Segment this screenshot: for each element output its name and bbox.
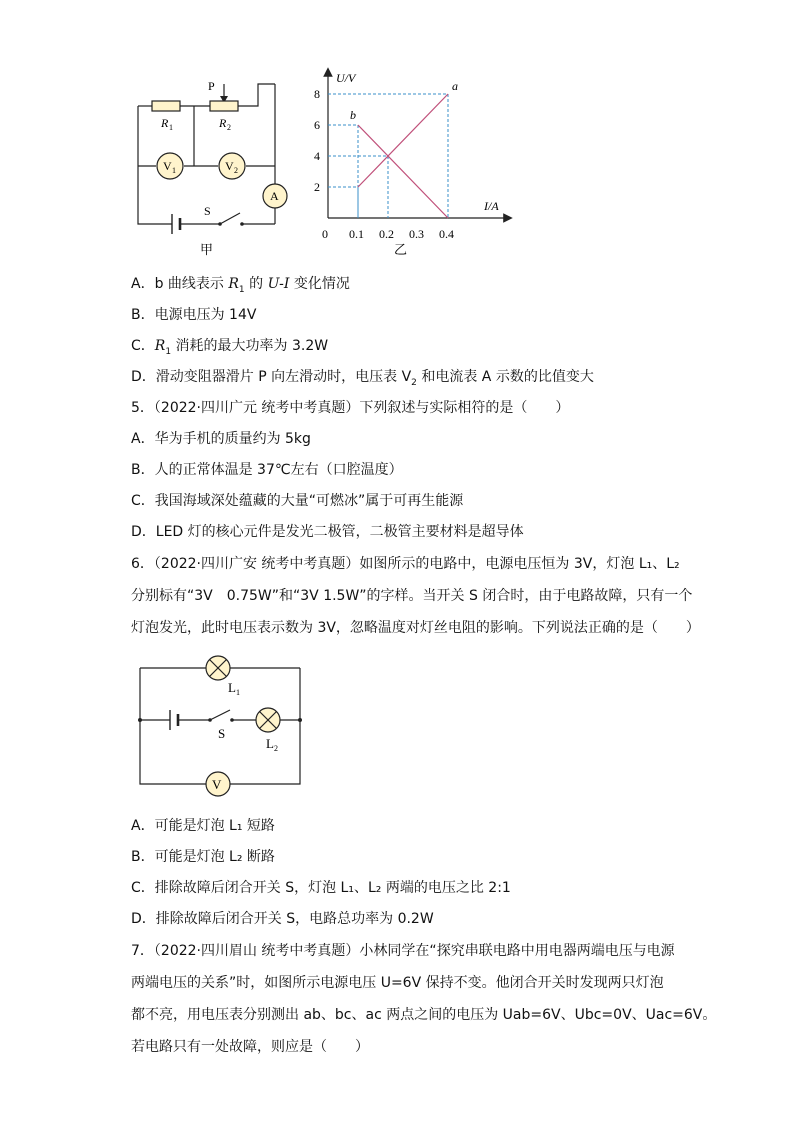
q7-stem-4: 若电路只有一处故障，则应是（ ）	[131, 1039, 369, 1055]
q7-stem-1: 7．（2022·四川眉山 统考中考真题）小林同学在“探究串联电路中用电器两端电压与电源	[131, 943, 675, 959]
label-v2-sub: 2	[234, 166, 238, 175]
q5-option-c: C．我国海域深处蕴藏的大量“可燃冰”属于可再生能源	[131, 493, 464, 509]
label-a: A	[270, 189, 279, 203]
series-label-b: b	[350, 108, 356, 122]
lamp-l1	[206, 656, 230, 680]
ui-graph-yi	[308, 62, 518, 262]
switch-pivot	[208, 718, 212, 722]
series-label-a: a	[452, 79, 458, 93]
resistor-r1	[152, 101, 180, 111]
label-v: V	[212, 777, 222, 792]
label-l2-sub: 2	[274, 744, 278, 753]
y-tick-label: 8	[314, 87, 320, 101]
circuit-diagram-jia	[128, 72, 298, 262]
q6-stem-2: 分别标有“3V 0.75W”和“3V 1.5W”的字样。当开关 S 闭合时，由于电路故障，只有一个	[131, 588, 693, 604]
label-l2: L	[266, 736, 274, 751]
label-l1-sub: 1	[236, 688, 240, 697]
label-r1-sub: 1	[169, 123, 173, 132]
label-s: S	[218, 726, 226, 741]
q5-option-a: A．华为手机的质量约为 5kg	[131, 431, 311, 447]
q4-option-c: C．$R_1$ 消耗的最大功率为 3.2W	[131, 338, 329, 357]
x-axis-label: I/A	[484, 199, 499, 213]
label-v1: V	[163, 159, 172, 173]
q5-stem: 5．（2022·四川广元 统考中考真题）下列叙述与实际相符的是（ ）	[131, 400, 570, 416]
lamp-l2	[256, 708, 280, 732]
q4-option-a: A．b 曲线表示 $R_1$ 的 U-I 变化情况	[131, 276, 350, 295]
x-tick-label: 0	[322, 227, 328, 241]
label-s: S	[204, 204, 211, 218]
label-l1: L	[228, 680, 236, 695]
junction-right	[298, 718, 302, 722]
circuit-diagram-q6	[130, 652, 310, 802]
q4-option-b: B．电源电压为 14V	[131, 307, 257, 323]
y-axis-label: U/V	[336, 71, 356, 85]
q5-option-b: B．人的正常体温是 37℃左右（口腔温度）	[131, 462, 403, 478]
switch-pivot	[218, 222, 222, 226]
label-r2-sub: 2	[227, 123, 231, 132]
battery-symbol	[172, 214, 180, 234]
q7-stem-2: 两端电压的关系”时，如图所示电源电压 U=6V 保持不变。他闭合开关时发现两只灯泡	[131, 975, 664, 991]
rheostat-r2	[210, 101, 238, 111]
x-tick-label: 0.3	[409, 227, 424, 241]
q6-stem-1: 6．（2022·四川广安 统考中考真题）如图所示的电路中，电源电压恒为 3V，灯泡 L₁、L₂	[131, 556, 680, 572]
q6-option-b: B．可能是灯泡 L₂ 断路	[131, 849, 275, 865]
q5-option-d: D．LED 灯的核心元件是发光二极管，二极管主要材料是超导体	[131, 524, 524, 540]
q6-option-d: D．排除故障后闭合开关 S，电路总功率为 0.2W	[131, 911, 434, 927]
x-tick-label: 0.4	[439, 227, 454, 241]
caption-jia: 甲	[200, 242, 214, 257]
x-tick-label: 0.1	[349, 227, 364, 241]
label-r2: R	[219, 116, 227, 130]
x-tick-label: 0.2	[379, 227, 394, 241]
switch-contact	[240, 222, 244, 226]
label-p: P	[208, 79, 215, 93]
series-line-b	[358, 125, 448, 218]
caption-yi: 乙	[394, 242, 408, 257]
q6-option-c: C．排除故障后闭合开关 S，灯泡 L₁、L₂ 两端的电压之比 2:1	[131, 880, 511, 896]
label-r1: R	[161, 116, 169, 130]
q7-stem-3: 都不亮，用电压表分别测出 ab、bc、ac 两点之间的电压为 Uab=6V、Ubc=0V、Uac=6V。	[131, 1007, 717, 1023]
label-v2: V	[225, 159, 234, 173]
q6-stem-3: 灯泡发光，此时电压表示数为 3V，忽略温度对灯丝电阻的影响。下列说法正确的是（ ）	[131, 620, 700, 636]
label-v1-sub: 1	[172, 166, 176, 175]
series-line-a	[358, 94, 448, 187]
battery-symbol	[170, 710, 178, 730]
junction-left	[138, 718, 142, 722]
y-tick-label: 2	[314, 180, 320, 194]
q6-option-a: A．可能是灯泡 L₁ 短路	[131, 818, 275, 834]
q4-option-d: D．滑动变阻器滑片 P 向左滑动时，电压表 $V_2$ 和电流表 A 示数的比值变大	[131, 369, 594, 388]
y-tick-label: 4	[314, 149, 320, 163]
y-tick-label: 6	[314, 118, 320, 132]
switch-contact	[230, 718, 234, 722]
